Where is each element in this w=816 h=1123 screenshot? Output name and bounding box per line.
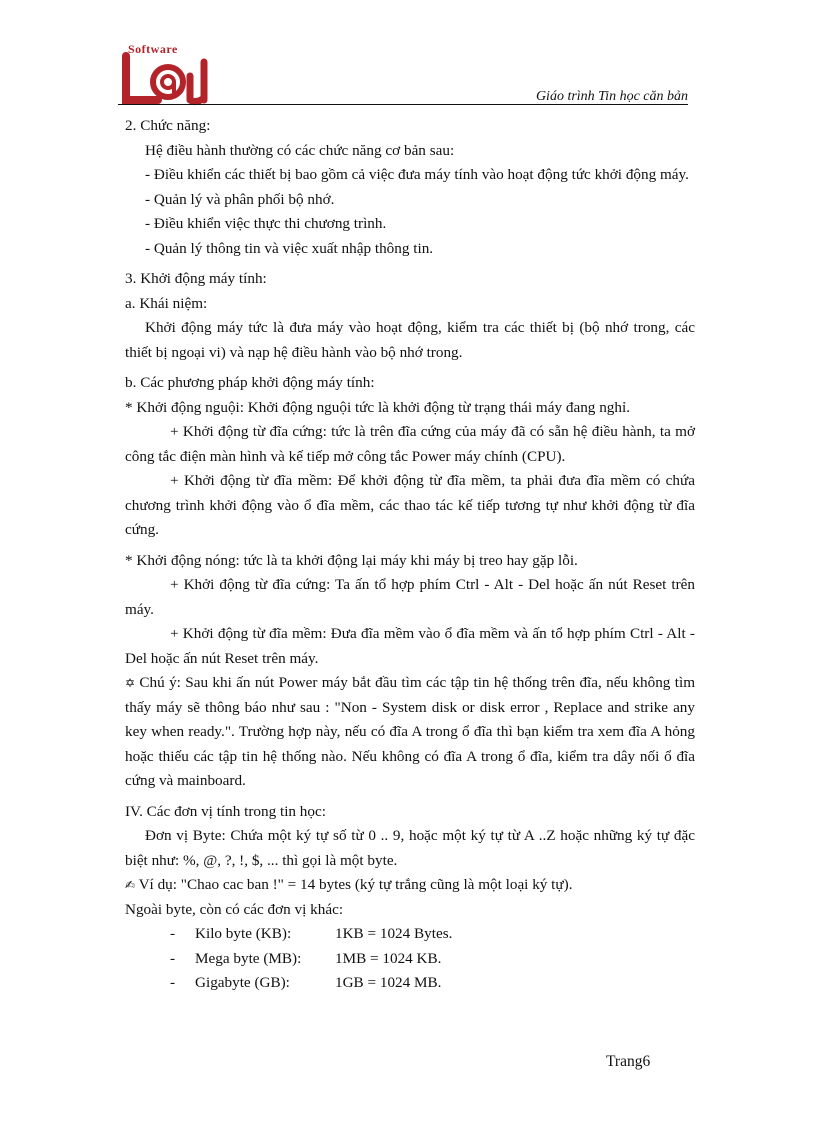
header-title: Giáo trình Tin học căn bản	[535, 89, 688, 104]
paragraph: Ngoài byte, còn có các đơn vị khác:	[125, 900, 344, 918]
units-list	[125, 922, 695, 996]
paragraph: - Điều khiển các thiết bị bao gồm cả việc đưa máy tính vào hoạt động tức khởi động máy.	[145, 166, 689, 183]
section-heading: 3. Khởi động máy tính:	[125, 270, 267, 287]
paragraph: + Khởi động từ đĩa mềm: Đưa đĩa mềm vào ổ đĩa mềm và ấn tổ hợp phím Ctrl - Alt - Del hoặc ấn nút Reset trên máy.	[125, 625, 695, 667]
section-heading: 2. Chức năng:	[125, 117, 211, 134]
star-of-david-icon: ✡	[125, 676, 136, 690]
paragraph: - Điều khiển việc thực thi chương trình.	[145, 215, 387, 232]
paragraph: Đơn vị Byte: Chứa một ký tự số từ 0 .. 9, hoặc một ký tự từ A ..Z hoặc những ký tự đặc biệt như: %, @, ?, !, $, ... thì gọi là một byte.	[125, 827, 695, 869]
list-item: - Kilo byte (KB): 1KB = 1024 Bytes.	[170, 925, 453, 942]
paragraph: - Quản lý thông tin và việc xuất nhập thông tin.	[145, 239, 434, 257]
section-heading: IV. Các đơn vị tính trong tin học:	[125, 802, 326, 820]
paragraph: * Khởi động nguội: Khởi động nguội tức là khởi động từ trạng thái máy đang nghỉ.	[125, 398, 630, 416]
pencil-icon: ✍	[125, 878, 136, 892]
subsection-heading: b. Các phương pháp khởi động máy tính:	[125, 374, 375, 391]
header-rule	[118, 104, 688, 105]
paragraph: + Khởi động từ đĩa cứng: tức là trên đĩa cứng của máy đã có sẵn hệ điều hành, ta mở công tắc điện màn hình và kế tiếp mở công tắc Power máy chính (CPU).	[125, 423, 695, 465]
page-content	[125, 114, 695, 996]
list-item: - Mega byte (MB): 1MB = 1024 KB.	[170, 949, 442, 967]
logo-text: Software	[128, 42, 178, 56]
page-number: Trang6	[606, 1053, 651, 1070]
paragraph: Hệ điều hành thường có các chức năng cơ bản sau:	[145, 141, 455, 159]
paragraph: + Khởi động từ đĩa mềm: Để khởi động từ đĩa mềm, ta phải đưa đĩa mềm có chứa chương trình khởi động vào ổ đĩa mềm, các thao tác kế tiếp tương tự như khởi động từ đĩa cứng.	[125, 472, 695, 538]
logo-mark-icon	[118, 42, 218, 108]
paragraph: + Khởi động từ đĩa cứng: Ta ấn tổ hợp phím Ctrl - Alt - Del hoặc ấn nút Reset trên máy.	[125, 576, 695, 618]
example-text: Ví dụ: "Chao cac ban !" = 14 bytes (ký tự trắng cũng là một loại ký tự).	[138, 876, 573, 893]
paragraph: * Khởi động nóng: tức là ta khởi động lại máy khi máy bị treo hay gặp lỗi.	[125, 551, 578, 569]
example-paragraph	[125, 873, 695, 898]
software-lai-logo	[118, 42, 218, 108]
paragraph: Khởi động máy tức là đưa máy vào hoạt động, kiểm tra các thiết bị (bộ nhớ trong, các thiết bị ngoại vi) và nạp hệ điều hành vào bộ nhớ trong.	[125, 319, 695, 361]
list-item: - Gigabyte (GB): 1GB = 1024 MB.	[170, 974, 442, 991]
subsection-heading: a. Khái niệm:	[125, 294, 208, 312]
note-paragraph	[125, 671, 695, 794]
note-text: Chú ý: Sau khi ấn nút Power máy bắt đầu tìm các tập tin hệ thống trên đĩa, nếu không tìm thấy máy sẽ thông báo như sau : "Non - System disk or disk error , Replace and strike any key when ready.". Trường hợp này, nếu có đĩa A trong ổ đĩa thì bạn kiểm tra xem đĩa A hỏng hoặc thiếu các tập tin hệ thống nào. Nếu không có đĩa A trong ổ đĩa, kiểm tra dây nối ổ đĩa cứng và mainboard.	[125, 674, 696, 789]
paragraph: - Quản lý và phân phối bộ nhớ.	[145, 190, 335, 208]
